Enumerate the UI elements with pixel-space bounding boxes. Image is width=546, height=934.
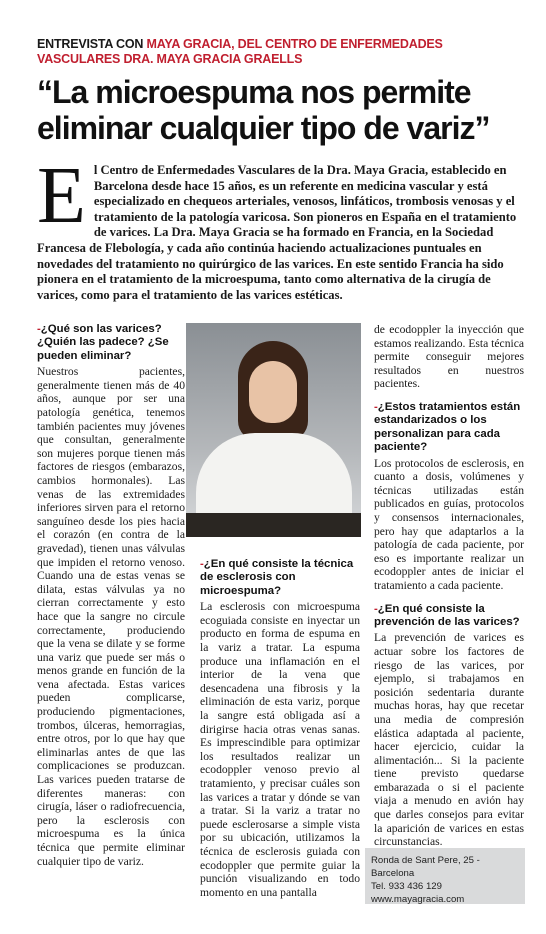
column-2 bbox=[200, 558, 360, 899]
answer-text: Nuestros pacientes, generalmente tienen más de 40 años, aunque por ser una patología genética, tenemos también pacientes muy jóvenes que consultan, generalmente son mujeres porque tienen más factores de riesgos (embarazos, cambios hormonales). Las venas de las extremidades inferiores sirven para el retorno sanguíneo desde los pies hacia el corazón (en contra de la gravedad), tienen unas válvulas que impiden el retorno venoso. Cuando una de estas venas se dilata, estas válvulas ya no cierran correctamente y esto hace que la sangre no circule correctamente, produciendo que la vena se dilate y se forme una variz que puede ser más o menos grande en función de la vena afectada. Estas varices pueden complicarse, produciendo pigmentaciones, trombos, úlceras, hemorragias, entre otros, por lo que hay que eliminarlas antes de que las complicaciones se produzcan. Las varices pueden tratarse de diferentes maneras: con cirugía, láser o radiofrecuencia, pero la esclerosis con microespuma es la única técnica que permite eliminar cualquier tipo de variz. bbox=[37, 365, 185, 868]
intro-paragraph bbox=[37, 152, 517, 303]
question-heading bbox=[374, 401, 524, 455]
contact-address: Ronda de Sant Pere, 25 - Barcelona bbox=[371, 855, 480, 879]
drop-cap: E bbox=[37, 152, 86, 240]
column-1 bbox=[37, 323, 185, 868]
column-3 bbox=[374, 323, 524, 849]
contact-phone: Tel. 933 436 129 bbox=[371, 881, 442, 892]
question-heading bbox=[374, 603, 524, 630]
question-dash: - bbox=[374, 602, 378, 615]
answer-text: La prevención de varices es actuar sobre los factores de riesgo de las varices, por ejemplo, si trabajamos en posición sedentaria durante muchas horas, hay que recetar una media de compresión elástica adaptada al paciente, hacer ejercicio, cuidar la alimentación... Si la paciente tiene previsto quedarse embarazada o si el paciente viaja a menudo en avión hay que darles consejos para evitar la aparición de varices en estas circunstancias. bbox=[374, 631, 524, 849]
question-dash: - bbox=[37, 323, 41, 335]
question-text: ¿Estos tratamientos están estandarizados o los personalizan para cada paciente? bbox=[374, 400, 521, 454]
photo-face-shape bbox=[249, 361, 297, 423]
question-text: ¿En qué consiste la prevención de las varices? bbox=[374, 602, 520, 628]
kicker-subject: MAYA GRACIA, DEL CENTRO DE ENFERMEDADES VASCULARES DRA. MAYA GRACIA GRAELLS bbox=[37, 37, 443, 66]
question-text: ¿Qué son las varices? ¿Quién las padece? ¿Se pueden eliminar? bbox=[37, 323, 169, 362]
question-dash: - bbox=[374, 400, 378, 413]
continued-text: de ecodoppler la inyección que estamos realizando. Esta técnica permite conseguir mejores resultados en nuestros pacientes. bbox=[374, 323, 525, 391]
answer-text: Los protocolos de esclerosis, en cuanto a dosis, volúmenes y técnicas utilizadas están publicados en guías, protocolos y consensos internacionales, pero hay que adaptarlos a la patología de cada paciente, por eso es importante realizar un ecodoppler antes de iniciar el tratamiento a cada paciente. bbox=[374, 456, 524, 592]
contact-box bbox=[365, 848, 525, 904]
question-text: ¿En qué consiste la técnica de esclerosis con microespuma? bbox=[200, 558, 354, 597]
intro-text: l Centro de Enfermedades Vasculares de la Dra. Maya Gracia, establecido en Barcelona desde hace 15 años, es un referente en medicina vascular y está especializado en chequeos arteriales, venosos, linfáticos, trombosis venosas y el tratamiento de la patología varicosa. Son pioneros en España en el tratamiento de varices. La Dra. Maya Gracia se ha formado en Francia, en la Sociedad Francesa de Flebología, y cada año continúa haciendo actualizaciones puntuales en novedades del tratamiento no quirúrgico de las varices. En este sentido Francia ha sido pionera en el tratamiento de la microespuma, tanto como alternativa de la cirugía de varices, como para el tratamiento de las varices estéticas. bbox=[37, 163, 517, 302]
question-heading bbox=[200, 558, 360, 598]
kicker-prefix: ENTREVISTA CON bbox=[37, 37, 147, 51]
question-dash: - bbox=[200, 558, 204, 570]
kicker bbox=[37, 37, 517, 67]
question-heading bbox=[37, 323, 185, 363]
headline: “La microespuma nos permite eliminar cualquier tipo de variz” bbox=[37, 74, 490, 146]
photo-desk-shape bbox=[186, 513, 361, 537]
portrait-photo bbox=[186, 323, 361, 537]
answer-text: La esclerosis con microespuma ecoguiada consiste en inyectar un producto en forma de espuma en la variz a tratar. La espuma produce una inflamación en el interior de la vena que desencadena una fibrosis y la eliminación de esta variz, porque la sangre está obligada así a dirigirse hacia otras venas sanas. Es imprescindible para optimizar los resultados realizar un ecodoppler venoso previo al tratamiento, y precisar cuáles son las varices a tratar y dónde se van a tratar. Si la variz a tratar no puede esclerosarse a simple vista por su ubicación, utilizamos la técnica de esclerosis guiada con ecodoppler que permite guiar la punción visualizando en todo momento en una pantalla bbox=[200, 600, 360, 899]
contact-website[interactable]: www.mayagracia.com bbox=[371, 894, 465, 905]
